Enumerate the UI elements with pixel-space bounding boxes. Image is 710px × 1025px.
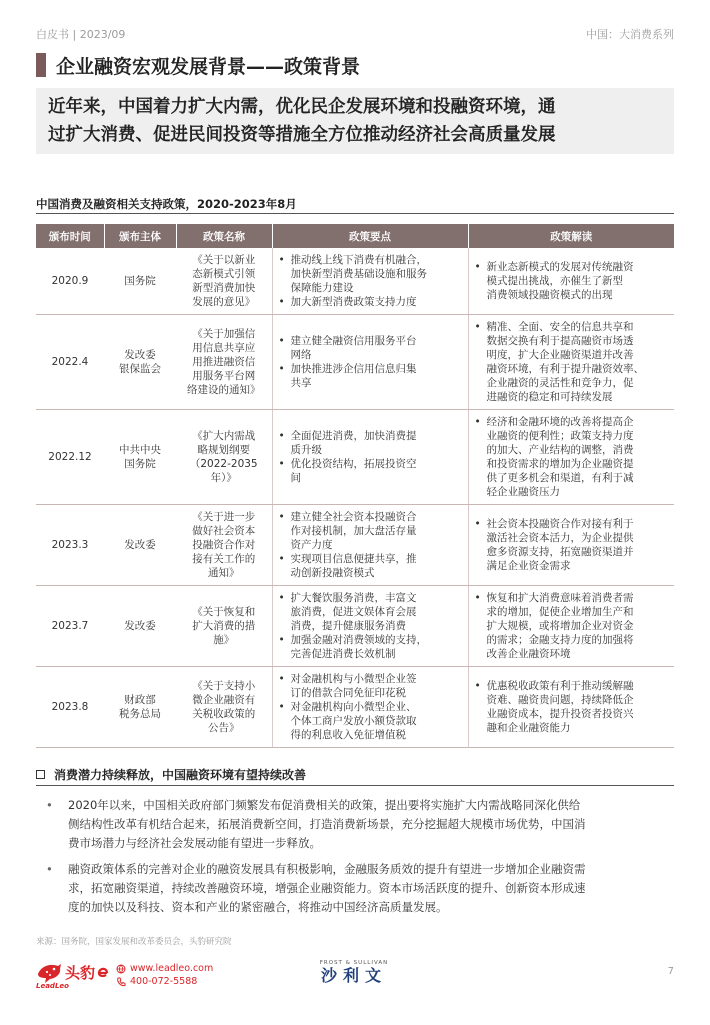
sub-heading bbox=[36, 766, 674, 783]
sub-heading-text: 消费潜力持续释放，中国融资环境有望持续改善 bbox=[54, 768, 307, 782]
bullet-line: 资产力度 bbox=[290, 539, 333, 551]
bullet-line: 激活社会资本活力，为企业提供 bbox=[486, 532, 634, 544]
bullet-line: 求的增加，促使企业增加生产和 bbox=[486, 606, 634, 618]
bullet-line: • 恢复和扩大消费意味着消费者需 bbox=[486, 592, 634, 604]
policy-name-line: 用服务平台网 bbox=[192, 370, 256, 382]
issuer-line: 银保监会 bbox=[119, 363, 161, 375]
bullet-item bbox=[277, 253, 464, 295]
bullet-line: 明度，扩大企业融资渠道并改善 bbox=[486, 349, 634, 361]
source-note: 来源：国务院，国家发展和改革委员会，头豹研究院 bbox=[36, 937, 232, 947]
bullet-list bbox=[277, 591, 464, 661]
cell-policy-interpretation bbox=[468, 586, 674, 667]
bullet-line: 供了更多机会和渠道，有利于减 bbox=[486, 472, 634, 484]
bullet-item bbox=[473, 320, 671, 404]
cell-policy-points bbox=[272, 505, 468, 586]
page-number: 7 bbox=[667, 966, 674, 977]
table-caption: 中国消费及融资相关支持政策，2020-2023年8月 bbox=[36, 197, 297, 211]
header-policy-points: 政策要点 bbox=[272, 224, 468, 248]
bullet-item bbox=[473, 415, 671, 499]
bullet-line: • 优化投资结构，拓展投资空 bbox=[290, 458, 417, 470]
bullet-line: 和投资需求的增加为企业融资提 bbox=[486, 458, 634, 470]
bullet-line: • 全面促进消费，加快消费提 bbox=[290, 430, 417, 442]
bullet-line: 质升级 bbox=[290, 444, 322, 456]
website-link[interactable]: www.leadleo.com bbox=[130, 963, 214, 974]
bullet-line: • 优惠税收政策有利于推动缓解融 bbox=[486, 680, 634, 692]
policy-name-line: 《关于进一步 bbox=[192, 511, 256, 523]
bullet-list bbox=[473, 320, 671, 404]
policy-name-line: 施》 bbox=[213, 634, 235, 646]
bullet-item bbox=[473, 517, 671, 573]
cell-issuer bbox=[104, 505, 176, 586]
bullet-line: • 加快推进涉企信用信息归集 bbox=[290, 363, 417, 375]
partner-english-name: FROST & SULLIVAN bbox=[319, 960, 389, 966]
summary-line: 侧结构性改革有机结合起来，拓展消费新空间，打造消费新场景，充分挖掘超大规模市场优势，中国消 bbox=[68, 817, 586, 831]
bullet-line: 模式提出挑战，亦催生了新型 bbox=[486, 275, 623, 287]
bullet-line: • 加大新型消费政策支持力度 bbox=[290, 296, 417, 308]
issuer-line: 中共中央 bbox=[119, 444, 161, 456]
cell-policy-interpretation bbox=[468, 410, 674, 505]
bullet-line: 间 bbox=[290, 472, 301, 484]
bullet-line: 资难、融资贵问题，持续降低企 bbox=[486, 694, 634, 706]
bullet-list bbox=[277, 510, 464, 580]
bullet-line: 消费领域投融资模式的出现 bbox=[486, 289, 613, 301]
footer bbox=[36, 960, 674, 996]
issuer-line: 发改委 bbox=[124, 539, 156, 551]
bullet-list bbox=[277, 334, 464, 390]
bullet-line: • 实现项目信息便捷共享，推 bbox=[290, 553, 417, 565]
bullet-line: • 对金融机构与小微型企业签 bbox=[290, 673, 417, 685]
summary-line: 求，拓宽融资渠道，持续改善融资环境，增强企业融资能力。资本市场活跃度的提升、创新资本形成速 bbox=[68, 881, 586, 895]
bullet-item bbox=[277, 633, 464, 661]
checkbox-square-icon bbox=[36, 770, 45, 779]
contact-info bbox=[116, 962, 213, 988]
policy-name-line: 发展的意见》 bbox=[192, 296, 256, 308]
cell-date: 2020.9 bbox=[36, 248, 104, 315]
leopard-logo-icon bbox=[36, 960, 62, 984]
cell-policy-points bbox=[272, 248, 468, 315]
bullet-line: 改善企业融资环境 bbox=[486, 648, 571, 660]
header-policy-name: 政策名称 bbox=[176, 224, 272, 248]
cell-date: 2022.4 bbox=[36, 315, 104, 410]
bullet-line: 进融资的稳定和可持续发展 bbox=[486, 391, 613, 403]
headline-line-2: 过扩大消费、促进民间投资等措施全方位推动经济社会高质量发展 bbox=[48, 125, 556, 145]
cell-policy-name bbox=[176, 315, 272, 410]
policy-name-line: 态新模式引领 bbox=[192, 268, 256, 280]
section-title-text: 企业融资宏观发展背景——政策背景 bbox=[56, 55, 361, 78]
bullet-item bbox=[277, 552, 464, 580]
cell-date: 2023.7 bbox=[36, 586, 104, 667]
policy-name-line: 《扩大内需战 bbox=[192, 430, 256, 442]
table-row bbox=[36, 667, 674, 748]
policy-name-line: 微企业融资有 bbox=[192, 694, 256, 706]
bullet-list bbox=[277, 253, 464, 309]
headline-box bbox=[36, 88, 674, 154]
headline-line-1: 近年来，中国着力扩大内需，优化民企发展环境和投融资环境，通 bbox=[48, 97, 556, 117]
bullet-list bbox=[473, 260, 671, 302]
policy-name-line: 通知》 bbox=[208, 567, 240, 579]
bullet-item bbox=[277, 510, 464, 552]
bullet-item bbox=[277, 295, 464, 309]
logo-subtitle: LeadLeo bbox=[36, 982, 69, 990]
issuer-line: 财政部 bbox=[124, 694, 156, 706]
issuer-line: 发改委 bbox=[124, 620, 156, 632]
bullet-line: • 经济和金融环境的改善将提高企 bbox=[486, 416, 634, 428]
e-brand-icon bbox=[97, 965, 109, 979]
phone-number: 400-072-5588 bbox=[130, 976, 198, 987]
issuer-line: 发改委 bbox=[124, 349, 156, 361]
cell-policy-name bbox=[176, 667, 272, 748]
bullet-line: • 推动线上线下消费有机融合， bbox=[290, 254, 427, 266]
policy-name-line: 《关于以新业 bbox=[192, 254, 256, 266]
bullet-line: 企业融资的灵活性和竞争力，促 bbox=[486, 377, 634, 389]
cell-policy-interpretation bbox=[468, 667, 674, 748]
frost-sullivan-logo bbox=[306, 960, 402, 986]
bullet-item bbox=[473, 591, 671, 661]
series-label: 中国：大消费系列 bbox=[586, 28, 674, 41]
bullet-line: 业融资的便利性；政策支持力度 bbox=[486, 430, 634, 442]
summary-bullet bbox=[36, 796, 674, 853]
summary-line: • 融资政策体系的完善对企业的融资发展具有积极影响，金融服务质效的提升有望进一步增加企业融资需 bbox=[68, 862, 586, 876]
website-line bbox=[116, 962, 213, 975]
bullet-line: • 扩大餐饮服务消费，丰富文 bbox=[290, 592, 417, 604]
header-policy-interpretation: 政策解读 bbox=[468, 224, 674, 248]
issuer-line: 国务院 bbox=[124, 458, 156, 470]
bullet-line: 轻企业融资压力 bbox=[486, 486, 560, 498]
summary-bullet bbox=[36, 860, 674, 917]
cell-date: 2023.3 bbox=[36, 505, 104, 586]
cell-policy-points bbox=[272, 667, 468, 748]
bullet-line: 动创新投融资模式 bbox=[290, 567, 375, 579]
bullet-line: 订的借款合同免征印花税 bbox=[290, 687, 406, 699]
policy-name-line: 用推进融资信 bbox=[192, 356, 256, 368]
bullet-line: 旅消费，促进文娱体育会展 bbox=[290, 606, 417, 618]
policy-name-line: 关税收政策的 bbox=[192, 708, 256, 720]
bullet-line: 个体工商户发放小额贷款取 bbox=[290, 715, 417, 727]
sub-heading-divider bbox=[36, 785, 674, 786]
cell-issuer bbox=[104, 667, 176, 748]
bullet-item bbox=[277, 700, 464, 742]
bullet-line: • 新业态新模式的发展对传统融资 bbox=[486, 261, 634, 273]
bullet-line: 保障能力建设 bbox=[290, 282, 354, 294]
cell-policy-interpretation bbox=[468, 315, 674, 410]
globe-icon bbox=[116, 964, 126, 974]
table-row bbox=[36, 505, 674, 586]
table-row bbox=[36, 410, 674, 505]
bullet-line: 作对接机制，加大盘活存量 bbox=[290, 525, 417, 537]
bullet-line: 业融资成本，提升投资者投资兴 bbox=[486, 708, 634, 720]
cell-policy-interpretation bbox=[468, 505, 674, 586]
cell-policy-points bbox=[272, 410, 468, 505]
cell-policy-name bbox=[176, 248, 272, 315]
policy-name-line: （2022-2035 bbox=[189, 458, 258, 470]
bullet-line: 完善促进消费长效机制 bbox=[290, 648, 396, 660]
bullet-line: 消费，提升健康服务消费 bbox=[290, 620, 406, 632]
bullet-item bbox=[277, 457, 464, 485]
policy-name-line: 新型消费加快 bbox=[192, 282, 256, 294]
bullet-list bbox=[473, 517, 671, 573]
policy-name-line: 公告》 bbox=[208, 722, 240, 734]
leadleo-logo bbox=[36, 960, 109, 984]
header-body: 颁布主体 bbox=[104, 224, 176, 248]
report-type-label: 白皮书 | 2023/09 bbox=[36, 28, 126, 41]
bullet-line: • 建立健全社会资本投融资合 bbox=[290, 511, 417, 523]
policy-name-line: 接有关工作的 bbox=[192, 553, 256, 565]
bullet-line: • 社会资本投融资合作对接有利于 bbox=[486, 518, 634, 530]
logo-text: 头豹 bbox=[65, 963, 96, 982]
header-date: 颁布时间 bbox=[36, 224, 104, 248]
bullet-line: • 加强金融对消费领域的支持， bbox=[290, 634, 427, 646]
bullet-line: • 对金融机构向小微型企业、 bbox=[290, 701, 417, 713]
policy-name-line: 用信息共享应 bbox=[192, 342, 256, 354]
bullet-item bbox=[277, 591, 464, 633]
bullet-list bbox=[473, 679, 671, 735]
phone-line bbox=[116, 975, 213, 988]
cell-issuer bbox=[104, 248, 176, 315]
bullet-line: 的加大、产业结构的调整，消费 bbox=[486, 444, 634, 456]
bullet-list bbox=[277, 429, 464, 485]
caption-divider bbox=[36, 213, 674, 214]
cell-date: 2023.8 bbox=[36, 667, 104, 748]
summary-line: 费市场潜力与经济社会发展动能有望进一步释放。 bbox=[68, 836, 321, 850]
bullet-line: 的需求；金融支持力度的加强将 bbox=[486, 634, 634, 646]
bullet-item bbox=[473, 260, 671, 302]
bullet-line: 网络 bbox=[290, 349, 312, 361]
cell-policy-name bbox=[176, 586, 272, 667]
policy-name-line: 《关于支持小 bbox=[192, 680, 256, 692]
cell-issuer bbox=[104, 586, 176, 667]
issuer-line: 税务总局 bbox=[119, 708, 161, 720]
policy-table bbox=[36, 224, 674, 748]
issuer-line: 国务院 bbox=[124, 275, 156, 287]
bullet-line: 扩大规模，或将增加企业对资金 bbox=[486, 620, 634, 632]
cell-policy-points bbox=[272, 586, 468, 667]
cell-policy-name bbox=[176, 410, 272, 505]
phone-icon bbox=[116, 977, 126, 987]
top-bar bbox=[36, 26, 674, 42]
cell-policy-points bbox=[272, 315, 468, 410]
cell-issuer bbox=[104, 410, 176, 505]
bullet-list bbox=[277, 672, 464, 742]
summary-bullets bbox=[36, 796, 674, 924]
bullet-item bbox=[277, 334, 464, 362]
bullet-list bbox=[473, 591, 671, 661]
bullet-line: 趣和企业融资能力 bbox=[486, 722, 571, 734]
cell-policy-name bbox=[176, 505, 272, 586]
policy-name-line: 《关于加强信 bbox=[192, 328, 256, 340]
cell-date: 2022.12 bbox=[36, 410, 104, 505]
policy-name-line: 投融资合作对 bbox=[192, 539, 256, 551]
policy-name-line: 扩大消费的措 bbox=[192, 620, 256, 632]
bullet-item bbox=[277, 362, 464, 390]
summary-line: • 2020年以来，中国相关政府部门频繁发布促消费相关的政策，提出要将实施扩大内需战略同深化供给 bbox=[68, 798, 581, 812]
bullet-line: 数据交换有利于提高融资市场透 bbox=[486, 335, 634, 347]
bullet-line: 得的利息收入免征增值税 bbox=[290, 729, 406, 741]
policy-name-line: 年）》 bbox=[210, 472, 237, 484]
bullet-line: 满足企业资金需求 bbox=[486, 560, 571, 572]
bullet-item bbox=[277, 429, 464, 457]
bullet-line: 愈多资源支持，拓宽融资渠道并 bbox=[486, 546, 634, 558]
bullet-item bbox=[277, 672, 464, 700]
section-title-marker bbox=[36, 53, 46, 77]
bullet-line: • 建立健全融资信用服务平台 bbox=[290, 335, 417, 347]
bullet-line: 共享 bbox=[290, 377, 312, 389]
partner-chinese-name: 沙利文 bbox=[320, 966, 387, 985]
policy-name-line: 做好社会资本 bbox=[192, 525, 256, 537]
cell-policy-interpretation bbox=[468, 248, 674, 315]
table-row bbox=[36, 586, 674, 667]
section-title bbox=[36, 52, 360, 78]
table-header-row bbox=[36, 224, 674, 248]
bullet-list bbox=[473, 415, 671, 499]
summary-line: 度的加快以及科技、资本和产业的紧密融合，将推动中国经济高质量发展。 bbox=[68, 900, 448, 914]
bullet-line: • 精准、全面、安全的信息共享和 bbox=[486, 321, 634, 333]
bullet-line: 加快新型消费基础设施和服务 bbox=[290, 268, 427, 280]
table-row bbox=[36, 248, 674, 315]
policy-name-line: 《关于恢复和 bbox=[192, 606, 256, 618]
cell-issuer bbox=[104, 315, 176, 410]
bullet-line: 融资环境，有利于提升融资效率、 bbox=[486, 363, 644, 375]
policy-name-line: 络建设的通知》 bbox=[187, 384, 261, 396]
policy-name-line: 略规划纲要 bbox=[197, 444, 250, 456]
bullet-item bbox=[473, 679, 671, 735]
table-row bbox=[36, 315, 674, 410]
